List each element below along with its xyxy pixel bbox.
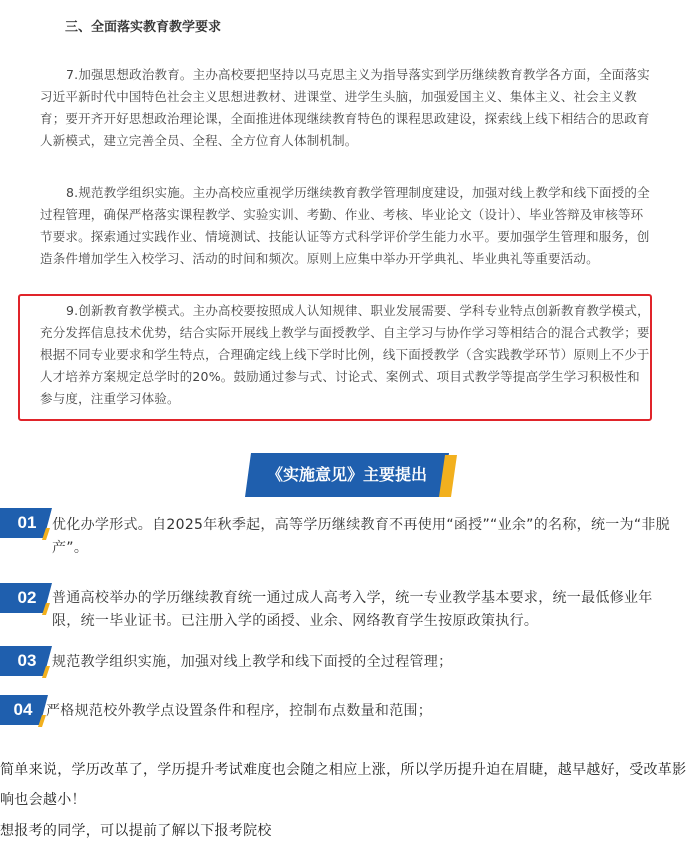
footer-line-1: 简单来说，学历改革了，学历提升考试难度也会随之相应上涨，所以学历提升迫在眉睫，越早越好，受改革影响也会越小！	[0, 762, 687, 808]
paragraph-9-text: 9.创新教育教学模式。主办高校要按照成人认知规律、职业发展需要、学科专业特点创新教育教学模式，充分发挥信息技术优势，结合实际开展线上教学与面授教学、自主学习与协作学习等相结合的混合式教学；要根据不同专业要求和学生特点，合理确定线上线下学时比例，线下面授教学（含实践教学环节）原则上不少于人才培养方案规定总学时的20%。鼓励通过参与式、讨论式、案例式、项目式教学等提高学生学习积极性和参与度，注重学习体验。	[40, 303, 650, 406]
item-badge	[0, 646, 60, 682]
paragraph-7-text: 7.加强思想政治教育。主办高校要把坚持以马克思主义为指导落实到学历继续教育教学各方面，全面落实习近平新时代中国特色社会主义思想进教材、进课堂、进学生头脑，加强爱国主义、集体主义、社会主义教育；要开齐开好思想政治理论课，全面推进体现继续教育特色的课程思政建设，探索线上线下相结合的思政育人新模式，建立完善全员、全程、全方位育人体制机制。	[40, 67, 650, 148]
item-number: 04	[13, 700, 33, 719]
banner	[245, 453, 463, 497]
item-badge	[0, 583, 60, 619]
paragraph-8-text: 8.规范教学组织实施。主办高校应重视学历继续教育教学管理制度建设，加强对线上教学和线下面授的全过程管理，确保严格落实课程教学、实验实训、考勤、作业、考核、毕业论文（设计）、毕业答辩及审核等环节要求。探索通过实践作业、情境测试、技能认证等方式科学评价学生能力水平。要加强学生管理和服务，创造条件增加学生入校学习、活动的时间和频次。原则上应集中举办开学典礼、毕业典礼等重要活动。	[40, 185, 650, 266]
paragraph-9	[40, 300, 652, 410]
item-number: 03	[17, 651, 37, 670]
item-text: 优化办学形式。自2025年秋季起，高等学历继续教育不再使用“函授”“业余”的名称，统一为“非脱产”。	[52, 517, 670, 556]
paragraph-7	[40, 64, 652, 152]
item-number: 02	[17, 588, 37, 607]
item-number: 01	[17, 513, 37, 532]
item-text: 严格规范校外教学点设置条件和程序，控制布点数量和范围；	[46, 703, 433, 719]
footer-line-2: 想报考的同学，可以提前了解以下报考院校	[0, 823, 272, 839]
section-title: 三、全面落实教育教学要求	[65, 20, 222, 35]
item-text: 规范教学组织实施，加强对线上教学和线下面授的全过程管理；	[52, 654, 453, 670]
item-text: 普通高校举办的学历继续教育统一通过成人高考入学，统一专业教学基本要求，统一最低修业年限，统一毕业证书。已注册入学的函授、业余、网络教育学生按原政策执行。	[52, 590, 653, 629]
paragraph-8	[40, 182, 652, 270]
item-badge	[0, 508, 60, 544]
banner-title: 《实施意见》主要提出	[266, 465, 427, 484]
